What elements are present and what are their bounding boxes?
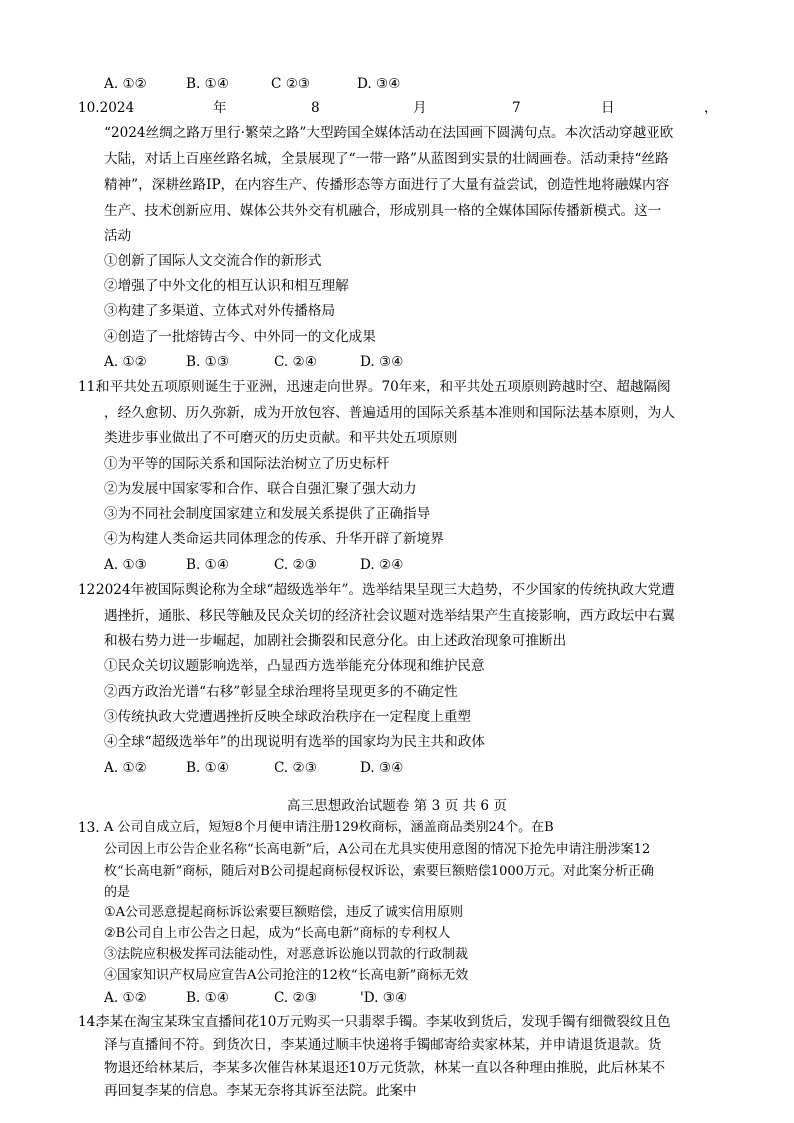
q13-option-d[interactable]: 'D. ③④ [360, 990, 408, 1006]
q10-item: ①创新了国际人文交流合作的新形式 [104, 253, 322, 269]
q12-item: ③传统执政大党遭遇挫折反映全球政治秩序在一定程度上重塑 [104, 709, 472, 725]
q13-options [104, 988, 407, 1008]
q12-options [104, 758, 403, 778]
q10-option-a[interactable]: A. ①② [104, 354, 147, 370]
q12-item: ④全球“超级选举年”的出现说明有选举的国家均为民主共和政体 [104, 734, 485, 750]
q12-stem-line: 和极右势力进一步崛起，加剧社会撕裂和民意分化。由上述政治现象可推断出 [104, 633, 567, 649]
q13-item: ④国家知识产权局应宣告A公司抢注的12枚“长高电新”商标无效 [104, 968, 469, 983]
q9-options [104, 74, 400, 94]
q9-option-a[interactable]: A. ①② [104, 76, 147, 92]
q11-option-d[interactable]: D. ②④ [360, 557, 404, 573]
q14-stem-line: 再回复李某的信息。李某无奈将其诉至法院。此案中 [104, 1083, 417, 1099]
q12-option-b[interactable]: B. ①④ [186, 760, 230, 776]
q13-stem-line: 的是 [104, 885, 131, 900]
q13-stem-line: 公司因上市公告企业名称“长高电新”后，A公司在尤具实使用意图的情况下抢先申请注册涉案12 [104, 842, 651, 857]
q9-option-d[interactable]: D. ③④ [357, 76, 401, 92]
q9-option-c[interactable]: C ②③ [271, 76, 311, 92]
q14-number: 14. [78, 1014, 100, 1030]
q11-option-a[interactable]: A. ①③ [104, 557, 147, 573]
q10-option-d[interactable]: D. ③④ [360, 354, 404, 370]
q12-item: ②西方政治光谱“右移”彰显全球治理将呈现更多的不确定性 [104, 684, 458, 700]
q12-option-d[interactable]: D. ③④ [360, 760, 404, 776]
q10-option-c[interactable]: C. ②④ [274, 354, 317, 370]
q11-option-b[interactable]: B. ①④ [186, 557, 230, 573]
q12-number: 12. [78, 582, 100, 598]
page-footer: 高三思想政治试题卷 第 3 页 共 6 页 [287, 798, 507, 814]
q12-option-c[interactable]: C. ②③ [274, 760, 317, 776]
q13-item: ②B公司自上市公告之日起，成为“长高电新”商标的专利权人 [104, 926, 451, 941]
q11-item: ③为不同社会制度国家建立和发展关系提供了正确指导 [104, 506, 431, 522]
q10-head-part: 月 [413, 100, 427, 116]
q10-stem-line: 精神”，深耕丝路IP，在内容生产、传播形态等方面进行了大量有益尝试，创造性地将融媒内容 [104, 177, 670, 193]
q10-item: ③构建了多渠道、立体式对外传播格局 [104, 303, 336, 319]
q11-options [104, 555, 403, 575]
q10-head-part: 年 [213, 100, 227, 116]
q10-head-part: 日 [601, 100, 615, 116]
q10-item: ②增强了中外文化的相互认识和相互理解 [104, 278, 349, 294]
q10-head-part: ， [704, 100, 718, 116]
q14-stem-line: 李某在淘宝某珠宝直播间花10万元购买一只翡翠手镯。李某收到货后，发现手镯有细微裂纹且色 [96, 1014, 671, 1030]
q12-stem-line: 2024年被国际舆论称为全球“超级选举年”。选举结果呈现三大趋势，不少国家的传统执政大党遭 [96, 582, 675, 598]
q12-item: ①民众关切议题影响选举，凸显西方选举能充分体现和维护民意 [104, 658, 485, 674]
q11-option-c[interactable]: C. ②③ [274, 557, 317, 573]
q10-head-part: 7 [512, 100, 521, 116]
q11-item: ①为平等的国际关系和国际法治树立了历史标杆 [104, 456, 390, 472]
q11-item: ④为构建人类命运共同体理念的传承、升华开辟了新境界 [104, 531, 444, 547]
q10-head-part: 8 [311, 100, 320, 116]
q10-option-b[interactable]: B. ①③ [186, 354, 230, 370]
q11-item: ②为发展中国家零和合作、联合自强汇聚了强大动力 [104, 481, 417, 497]
q13-stem-line: 枚“长高电新”商标，随后对B公司提起商标侵权诉讼，索要巨额赔偿1000万元。对此案分析正确 [104, 864, 654, 879]
q13-item: ①A公司恶意提起商标诉讼索要巨额赔偿，违反了诚实信用原则 [104, 905, 464, 920]
q13-number: 13. [78, 820, 100, 836]
q13-option-b[interactable]: B. ①④ [186, 990, 230, 1006]
q11-number: 11. [78, 379, 100, 395]
q11-stem-line: 和平共处五项原则诞生于亚洲，迅速走向世界。70年来，和平共处五项原则跨越时空、超越隔阂 [96, 379, 671, 395]
q9-option-b[interactable]: B. ①④ [186, 76, 230, 92]
q10-stem-line: 生产、技术创新应用、媒体公共外交有机融合，形成别具一格的全媒体国际传播新模式。这一 [104, 203, 662, 219]
q13-stem-line: A 公司自成立后，短短8个月便申请注册129枚商标，涵盖商品类别24个。在B [104, 820, 554, 835]
q14-stem-line: 泽与直播间不符。到货次日，李某通过顺丰快递将手镯邮寄给卖家林某，并申请退货退款。货 [104, 1037, 662, 1053]
q13-option-a[interactable]: A. ①② [104, 990, 147, 1006]
q12-option-a[interactable]: A. ①② [104, 760, 147, 776]
q13-item: ③法院应积极发挥司法能动性，对恶意诉讼施以罚款的行政制裁 [104, 947, 469, 962]
q10-head-part: 10.2024 [78, 100, 135, 116]
q10-stem-line: 活动 [104, 228, 132, 244]
q11-stem-line: ，经久愈韧、历久弥新，成为开放包容、普遍适用的国际关系基本准则和国际法基本原则，为人 [104, 405, 675, 421]
q10-stem-line: “2024丝绸之路万里行·繁荣之路”大型跨国全媒体活动在法国画下圆满句点。本次活动穿越亚欧 [104, 125, 674, 141]
q12-stem-line: 遇挫折，通胀、移民等触及民众关切的经济社会议题对选举结果产生直接影响，西方政坛中右翼 [104, 608, 675, 624]
q10-options [104, 352, 403, 372]
q10-item: ④创造了一批熔铸古今、中外同一的文化成果 [104, 329, 376, 345]
q11-stem-line: 类进步事业做出了不可磨灭的历史贡献。和平共处五项原则 [104, 430, 458, 446]
q14-stem-line: 物退还给林某后，李某多次催告林某退还10万元货款，林某一直以各种理由推脱，此后林某不 [104, 1060, 666, 1076]
q10-stem-line: 大陆，对话上百座丝路名城，全景展现了“一带一路”从蓝图到实景的壮阔画卷。活动秉持“丝路 [104, 151, 669, 167]
q13-option-c[interactable]: C. ②③ [274, 990, 317, 1006]
